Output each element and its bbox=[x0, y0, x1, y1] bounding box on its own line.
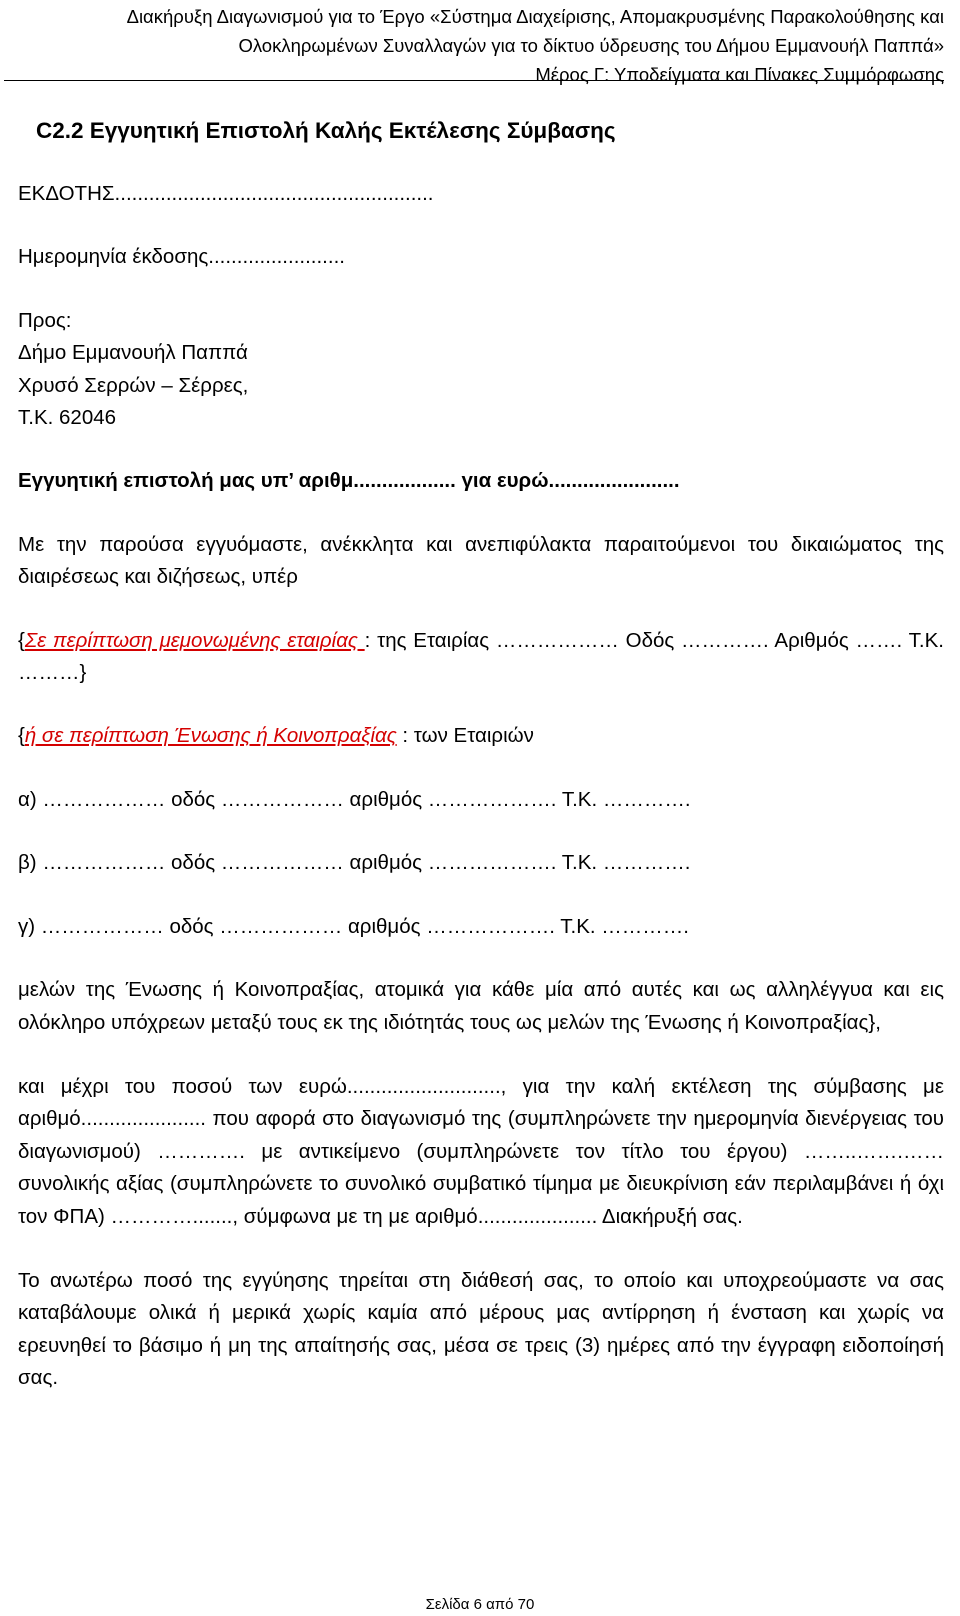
single-company-label: Σε περίπτωση μεμονωμένης εταιρίας bbox=[24, 628, 365, 652]
single-company-details: : της Εταιρίας ……………… Οδός …………. Αριθμός ……. Τ.Κ. ………} bbox=[18, 628, 944, 685]
header-divider bbox=[4, 80, 944, 81]
recipient-line-2: Χρυσό Σερρών – Σέρρες, bbox=[18, 373, 249, 397]
final-clause: Το ανωτέρω ποσό της εγγύησης τηρείται στη διάθεσή σας, το οποίο και υποχρεούμαστε να σας καταβάλουμε ολικά ή μερικά χωρίς καμία από μέρους μας αντίρρηση ή ένσταση και χωρίς να ερευνηθεί το βάσιμο ή μη της απαίτησής σας, μέσα σε τρεις (3) ημέρες από την έγγραφη ειδοποίησή σας. bbox=[18, 1268, 944, 1390]
member-a-line: α) ……………… οδός ……………… αριθμός ………………. Τ.Κ. …………. bbox=[18, 787, 691, 811]
members-clause: μελών της Ένωσης ή Κοινοπραξίας, ατομικά για κάθε μία από αυτές και ως αλληλέγγυα και εις ολόκληρο υπόχρεων μεταξύ τους εκ της ιδιότητάς τους ως μελών της Ένωσης ή Κοινοπραξίας}, bbox=[18, 978, 944, 1034]
amount-clause: και μέχρι του ποσού των ευρώ..........................., για την καλή εκτέλεση της σύμβασης με αριθμό...................... που αφορά στο διαγωνισμό της (συμπληρώνετε την ημερομηνία διενέργειας του διαγωνισμού) …………. με αντικείμενο (συμπληρώνετε τον τίτλο του έργου) ……..…….…… συνολικής αξίας (συμπληρώνετε το συνολικό συμβατικό τίμημα με διευκρίνιση εάν περιλαμβάνει ή όχι τον ΦΠΑ) …………......., σύμφωνα με τη με αριθμό..................... Διακήρυξή σας. bbox=[18, 1074, 944, 1228]
joint-venture-label: ή σε περίπτωση Ένωσης ή Κοινοπραξίας bbox=[24, 724, 397, 748]
issuer-line: ΕΚΔΟΤΗΣ........................................................ bbox=[18, 182, 434, 205]
page-number: Σελίδα 6 από 70 bbox=[425, 1596, 535, 1613]
brace-open: { bbox=[18, 628, 25, 652]
document-header bbox=[0, 0, 944, 89]
brace-open: { bbox=[18, 724, 25, 748]
recipient-line-3: Τ.Κ. 62046 bbox=[18, 406, 117, 430]
joint-venture-rest: : των Εταιριών bbox=[396, 724, 534, 748]
header-line-3: Μέρος Γ: Υποδείγματα και Πίνακες Συμμόρφωσης bbox=[535, 64, 944, 85]
member-b-line: β) ……………… οδός ……………… αριθμός ………………. Τ.Κ. …………. bbox=[18, 851, 691, 875]
document-body bbox=[18, 104, 944, 1395]
intro-paragraph: Με την παρούσα εγγυόμαστε, ανέκκλητα και ανεπιφύλακτα παραιτούμενοι του δικαιώματος της διαιρέσεως και διζήσεως, υπέρ bbox=[18, 532, 944, 589]
issue-date-line: Ημερομηνία έκδοσης........................ bbox=[18, 245, 345, 269]
joint-venture-paragraph bbox=[18, 720, 944, 752]
header-line-1: Διακήρυξη Διαγωνισμού για το Έργο «Σύστημα Διαχείρισης, Απομακρυσμένης Παρακολούθησης και bbox=[126, 6, 944, 27]
page-title: C2.2 Εγγυητική Επιστολή Καλής Εκτέλεσης Σύμβασης bbox=[36, 118, 616, 143]
recipient-line-1: Δήμο Εμμανουήλ Παππά bbox=[18, 341, 248, 365]
guarantee-reference: Εγγυητική επιστολή μας υπ’ αριθμ.................. για ευρώ....................... bbox=[18, 469, 680, 493]
member-c-line: γ) ……………… οδός ……………… αριθμός ………………. Τ.Κ. …………. bbox=[18, 914, 689, 938]
recipient-label: Προς: bbox=[18, 308, 72, 332]
single-company-paragraph bbox=[18, 625, 944, 690]
recipient-block bbox=[18, 305, 944, 435]
header-line-2: Ολοκληρωμένων Συναλλαγών για το δίκτυο ύδρευσης του Δήμου Εμμανουήλ Παππά» bbox=[238, 35, 944, 56]
